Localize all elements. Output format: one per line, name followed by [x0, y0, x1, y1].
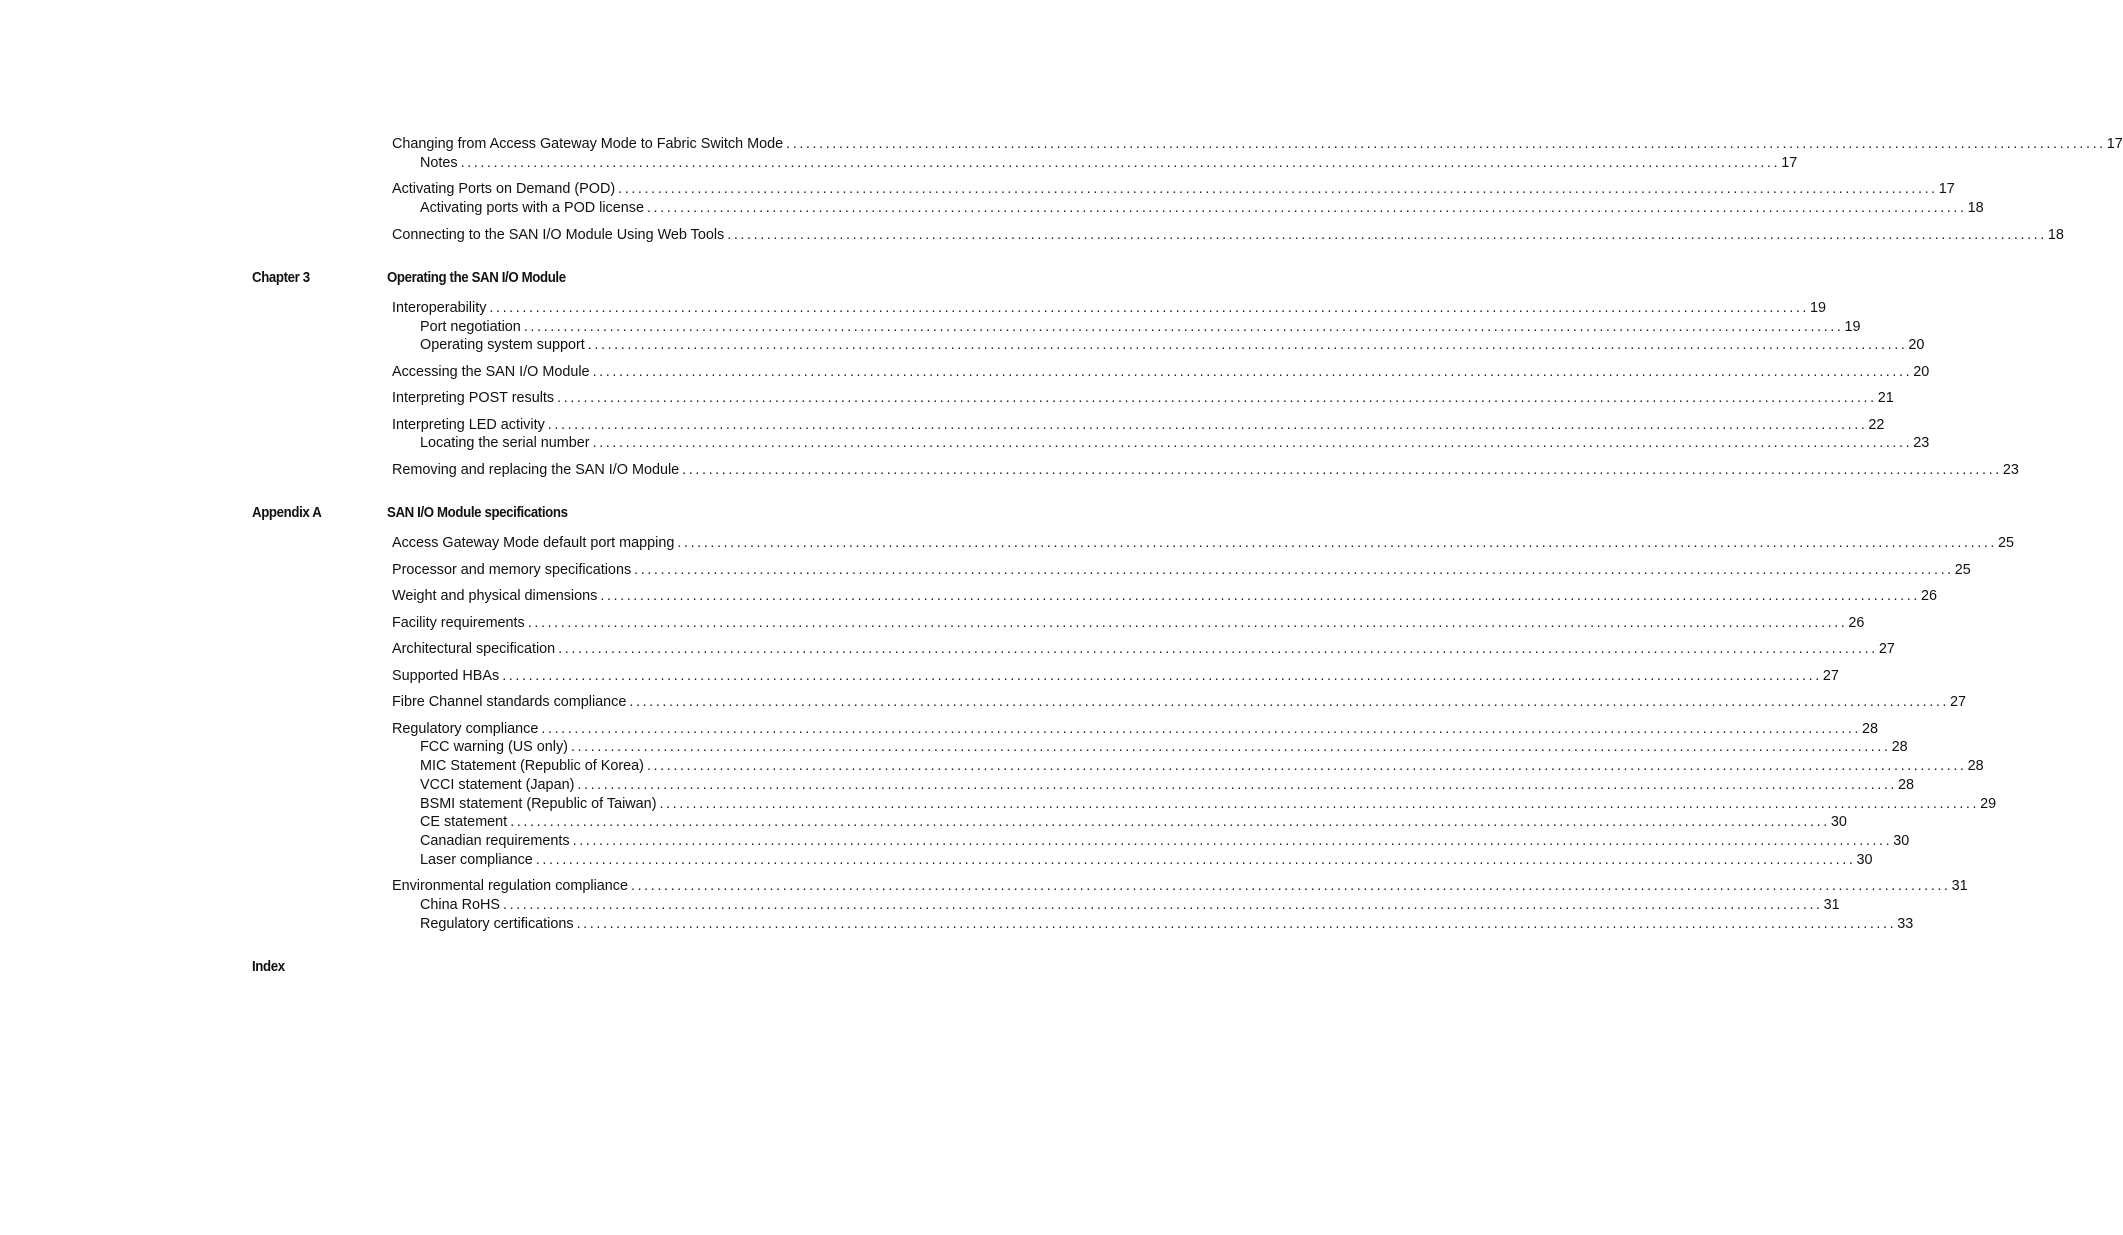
toc-entry-title: VCCI statement (Japan)	[420, 777, 575, 793]
appendix-label: Appendix A	[252, 505, 322, 521]
toc-entry-page: 28	[1967, 758, 1984, 774]
toc-entry-title: Environmental regulation compliance	[392, 878, 628, 894]
toc-entry-title: Activating ports with a POD license	[420, 200, 644, 216]
toc-entry-page: 17	[1781, 155, 1798, 171]
toc-entry-page: 26	[1848, 615, 1865, 631]
toc-entry[interactable]	[420, 851, 1873, 869]
toc-entry-page: 20	[1913, 364, 1930, 380]
toc-entry[interactable]	[392, 667, 1839, 685]
toc-entry[interactable]	[392, 180, 1955, 198]
toc-entry[interactable]	[392, 389, 1894, 407]
toc-leader-dots: ........................................................................................................................................................................................................	[557, 390, 1877, 406]
toc-leader-dots: ........................................................................................................................................................................................................	[502, 668, 1822, 684]
toc-entry-page: 29	[1980, 796, 1997, 812]
toc-entry[interactable]	[392, 135, 2123, 153]
toc-entry-title: Supported HBAs	[392, 668, 500, 684]
toc-leader-dots: ........................................................................................................................................................................................................	[577, 777, 1898, 793]
toc-entry-title: BSMI statement (Republic of Taiwan)	[420, 796, 657, 812]
toc-leader-dots: ........................................................................................................................................................................................................	[600, 588, 1920, 604]
toc-leader-dots: ........................................................................................................................................................................................................	[523, 319, 1844, 335]
toc-entry-title: Connecting to the SAN I/O Module Using Web Tools	[392, 227, 725, 243]
toc-entry-page: 21	[1877, 390, 1894, 406]
toc-leader-dots: ........................................................................................................................................................................................................	[489, 300, 1810, 316]
toc-entry-page: 27	[1878, 641, 1895, 657]
toc-entry-page: 19	[1844, 319, 1861, 335]
toc-entry-page: 25	[1954, 562, 1971, 578]
toc-entry-title: Accessing the SAN I/O Module	[392, 364, 590, 380]
toc-entry[interactable]	[392, 534, 2015, 552]
toc-entry[interactable]	[392, 640, 1895, 658]
toc-entry[interactable]	[420, 318, 1861, 336]
toc-leader-dots: ........................................................................................................................................................................................................	[646, 758, 1967, 774]
toc-entry[interactable]	[420, 832, 1910, 850]
toc-entry-page: 23	[2002, 462, 2019, 478]
toc-leader-dots: ........................................................................................................................................................................................................	[535, 852, 1856, 868]
toc-entry[interactable]	[420, 434, 1930, 452]
toc-entry[interactable]	[420, 776, 1915, 794]
toc-entry-page: 19	[1810, 300, 1827, 316]
toc-entry[interactable]	[420, 199, 1984, 217]
toc-entry-title: Architectural specification	[392, 641, 556, 657]
chapter-label: Chapter 3	[252, 270, 310, 286]
toc-entry[interactable]	[392, 587, 1937, 605]
toc-entry-page: 30	[1893, 833, 1910, 849]
toc-leader-dots: ........................................................................................................................................................................................................	[547, 417, 1868, 433]
toc-entry-title: Interpreting LED activity	[392, 417, 545, 433]
toc-entry-title: Regulatory compliance	[392, 721, 539, 737]
toc-leader-dots: ........................................................................................................................................................................................................	[727, 227, 2047, 243]
toc-entry-title: FCC warning (US only)	[420, 739, 568, 755]
toc-entry[interactable]	[392, 614, 1865, 632]
toc-entry-title: Weight and physical dimensions	[392, 588, 598, 604]
toc-leader-dots: ........................................................................................................................................................................................................	[587, 337, 1908, 353]
toc-entry[interactable]	[392, 226, 2064, 244]
toc-entry[interactable]	[392, 561, 1971, 579]
toc-entry-title: China RoHS	[420, 897, 500, 913]
toc-leader-dots: ........................................................................................................................................................................................................	[570, 739, 1891, 755]
toc-entry-title: Laser compliance	[420, 852, 533, 868]
toc-entry-page: 26	[1920, 588, 1937, 604]
toc-entry[interactable]	[392, 363, 1930, 381]
toc-entry-page: 30	[1830, 814, 1847, 830]
toc-entry[interactable]	[420, 336, 1925, 354]
toc-entry-title: MIC Statement (Republic of Korea)	[420, 758, 644, 774]
toc-leader-dots: ........................................................................................................................................................................................................	[677, 535, 1998, 551]
toc-leader-dots: ........................................................................................................................................................................................................	[646, 200, 1967, 216]
toc-entry-page: 31	[1823, 897, 1840, 913]
toc-entry[interactable]	[420, 795, 1997, 813]
toc-leader-dots: ........................................................................................................................................................................................................	[510, 814, 1830, 830]
toc-entry[interactable]	[420, 154, 1798, 172]
toc-entry-title: Interoperability	[392, 300, 487, 316]
toc-entry[interactable]	[392, 416, 1885, 434]
toc-leader-dots: ........................................................................................................................................................................................................	[659, 796, 1980, 812]
toc-entry[interactable]	[420, 738, 1908, 756]
toc-entry[interactable]	[392, 877, 1968, 895]
toc-leader-dots: ........................................................................................................................................................................................................	[527, 615, 1848, 631]
toc-leader-dots: ........................................................................................................................................................................................................	[629, 694, 1950, 710]
toc-entry-title: Changing from Access Gateway Mode to Fabric Switch Mode	[392, 136, 784, 152]
toc-leader-dots: ........................................................................................................................................................................................................	[618, 181, 1938, 197]
appendix-title[interactable]: SAN I/O Module specifications	[387, 505, 568, 521]
toc-entry[interactable]	[392, 720, 1879, 738]
toc-leader-dots: ........................................................................................................................................................................................................	[634, 562, 1954, 578]
toc-entry-title: Notes	[420, 155, 458, 171]
toc-entry[interactable]	[420, 896, 1840, 914]
toc-entry-page: 28	[1862, 721, 1879, 737]
toc-entry[interactable]	[392, 693, 1967, 711]
toc-entry-page: 27	[1950, 694, 1967, 710]
toc-leader-dots: ........................................................................................................................................................................................................	[786, 136, 2106, 152]
toc-leader-dots: ........................................................................................................................................................................................................	[682, 462, 2002, 478]
toc-entry-title: Fibre Channel standards compliance	[392, 694, 627, 710]
toc-entry-page: 17	[2106, 136, 2123, 152]
toc-entry-title: Facility requirements	[392, 615, 525, 631]
toc-entry-page: 30	[1856, 852, 1873, 868]
toc-entry-title: Locating the serial number	[420, 435, 590, 451]
toc-entry-page: 25	[1998, 535, 2015, 551]
toc-entry-title: Removing and replacing the SAN I/O Module	[392, 462, 680, 478]
toc-leader-dots: ........................................................................................................................................................................................................	[630, 878, 1951, 894]
toc-entry[interactable]	[392, 299, 1827, 317]
toc-entry-title: CE statement	[420, 814, 508, 830]
toc-entry-page: 20	[1908, 337, 1925, 353]
toc-entry[interactable]	[392, 461, 2019, 479]
chapter-title[interactable]: Operating the SAN I/O Module	[387, 270, 566, 286]
toc-entry-title: Processor and memory specifications	[392, 562, 632, 578]
index-label[interactable]: Index	[252, 959, 285, 975]
toc-entry[interactable]	[420, 757, 1984, 775]
toc-leader-dots: ........................................................................................................................................................................................................	[576, 916, 1897, 932]
toc-entry-title: Access Gateway Mode default port mapping	[392, 535, 675, 551]
toc-entry-page: 28	[1891, 739, 1908, 755]
toc-entry-page: 18	[1967, 200, 1984, 216]
toc-leader-dots: ........................................................................................................................................................................................................	[572, 833, 1893, 849]
toc-entry[interactable]	[420, 915, 1914, 933]
toc-entry-page: 27	[1822, 668, 1839, 684]
toc-entry-page: 17	[1938, 181, 1955, 197]
toc-entry-page: 22	[1868, 417, 1885, 433]
toc-leader-dots: ........................................................................................................................................................................................................	[541, 721, 1862, 737]
toc-entry-page: 18	[2047, 227, 2064, 243]
toc-entry-title: Interpreting POST results	[392, 390, 555, 406]
toc-entry-page: 28	[1898, 777, 1915, 793]
toc-entry-title: Operating system support	[420, 337, 585, 353]
toc-entry[interactable]	[420, 813, 1847, 831]
toc-leader-dots: ........................................................................................................................................................................................................	[558, 641, 1878, 657]
toc-leader-dots: ........................................................................................................................................................................................................	[592, 364, 1913, 380]
toc-entry-title: Canadian requirements	[420, 833, 570, 849]
toc-entry-title: Port negotiation	[420, 319, 521, 335]
toc-entry-page: 23	[1913, 435, 1930, 451]
toc-leader-dots: ........................................................................................................................................................................................................	[460, 155, 1781, 171]
toc-entry-page: 31	[1951, 878, 1968, 894]
toc-entry-title: Activating Ports on Demand (POD)	[392, 181, 616, 197]
toc-leader-dots: ........................................................................................................................................................................................................	[592, 435, 1913, 451]
toc-entry-page: 33	[1897, 916, 1914, 932]
toc-leader-dots: ........................................................................................................................................................................................................	[503, 897, 1823, 913]
toc-entry-title: Regulatory certifications	[420, 916, 574, 932]
